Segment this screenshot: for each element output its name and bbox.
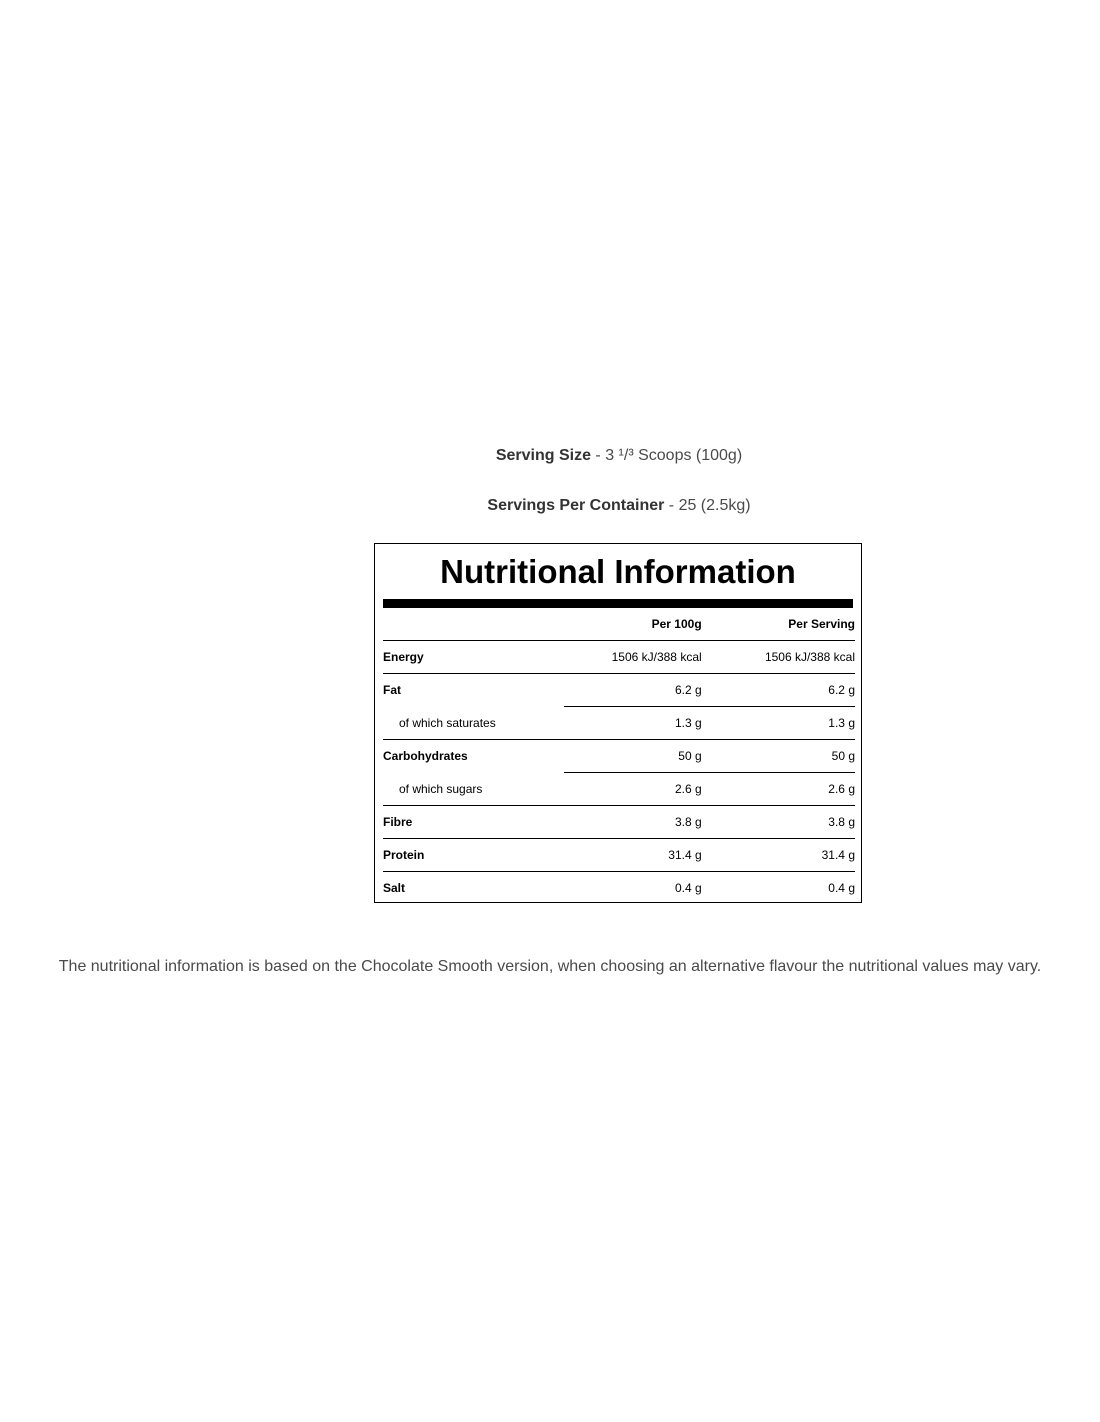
per-100g-value: 6.2 g xyxy=(564,674,702,707)
per-100g-value: 31.4 g xyxy=(564,839,702,872)
nutrient-name: of which saturates xyxy=(383,707,564,740)
per-serving-value: 1506 kJ/388 kcal xyxy=(702,641,855,674)
serving-size-value: - 3 ¹/³ Scoops (100g) xyxy=(590,447,743,464)
nutrient-name: Protein xyxy=(383,839,564,872)
per-100g-value: 1.3 g xyxy=(564,707,702,740)
table-row xyxy=(383,839,855,872)
servings-per-container-line xyxy=(0,496,1100,516)
per-serving-value: 6.2 g xyxy=(702,674,855,707)
nutrient-name: Energy xyxy=(383,641,564,674)
nutrition-title: Nutritional Information xyxy=(440,553,796,590)
table-header-row xyxy=(383,608,855,641)
header-per-100g: Per 100g xyxy=(564,608,702,641)
table-row xyxy=(383,641,855,674)
nutrition-table xyxy=(383,608,855,904)
title-divider xyxy=(383,599,853,608)
nutrient-name: Carbohydrates xyxy=(383,749,468,764)
table-row xyxy=(383,674,855,707)
table-row xyxy=(383,773,855,806)
header-nutrient xyxy=(383,608,564,641)
per-100g-value: 0.4 g xyxy=(674,881,702,895)
per-serving-value: 3.8 g xyxy=(702,806,855,839)
per-100g-value: 3.8 g xyxy=(564,806,702,839)
serving-size-line xyxy=(0,446,1100,466)
table-row xyxy=(383,740,855,773)
header-per-serving: Per Serving xyxy=(702,608,855,641)
per-serving-value: 0.4 g xyxy=(828,881,855,895)
nutrient-name: Fat xyxy=(383,683,401,698)
nutrient-name: Fibre xyxy=(383,806,564,839)
table-row xyxy=(383,707,855,740)
table-row xyxy=(383,872,855,905)
per-serving-value: 31.4 g xyxy=(702,839,855,872)
serving-size-label: Serving Size xyxy=(495,447,591,464)
per-serving-value: 1.3 g xyxy=(702,707,855,740)
per-100g-value: 1506 kJ/388 kcal xyxy=(564,641,702,674)
nutrition-footnote: The nutritional information is based on the Chocolate Smooth version, when choosing an alternative flavour the nutritional values may vary. xyxy=(58,958,1042,975)
servings-per-container-label: Servings Per Container xyxy=(487,497,665,514)
per-100g-value: 50 g xyxy=(564,740,702,773)
nutrient-name: of which sugars xyxy=(383,773,564,806)
nutrition-panel xyxy=(374,543,862,903)
servings-per-container-value: - 25 (2.5kg) xyxy=(664,497,751,514)
nutrient-name: Salt xyxy=(383,881,406,895)
table-row xyxy=(383,806,855,839)
per-100g-value: 2.6 g xyxy=(564,773,702,806)
per-serving-value: 2.6 g xyxy=(702,773,855,806)
per-serving-value: 50 g xyxy=(702,740,855,773)
